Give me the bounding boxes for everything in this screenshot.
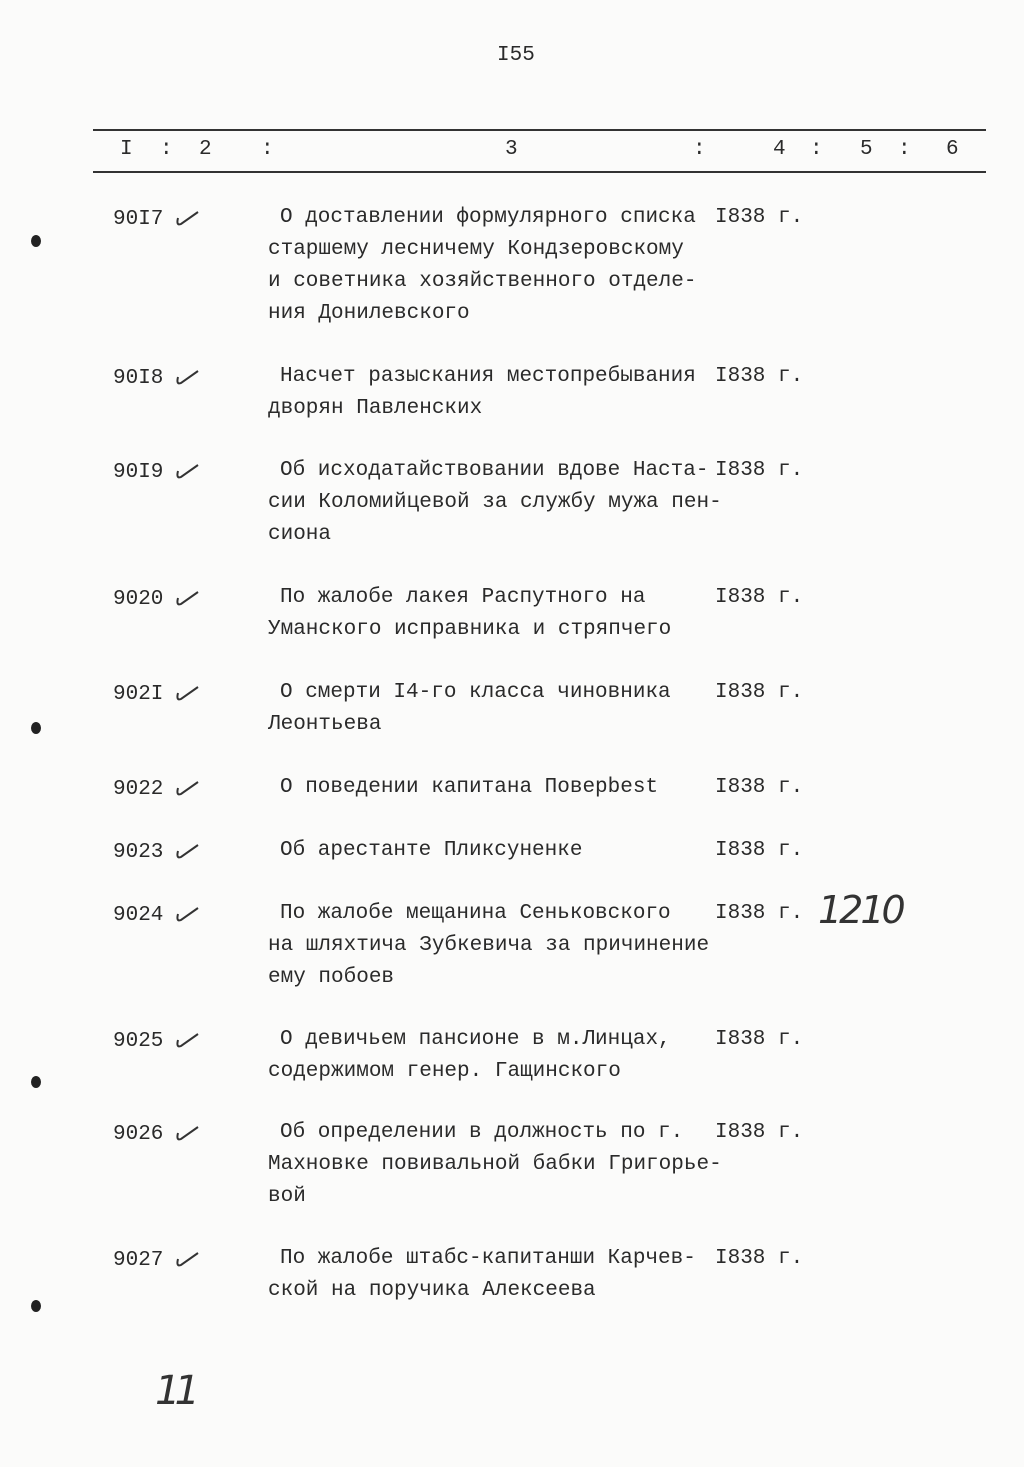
year: I838 г. xyxy=(715,902,804,925)
case-number: 90I8 xyxy=(113,367,164,390)
description-line: По жалобе штабс-капитанши Карчев- xyxy=(280,1247,696,1270)
checkmark-icon xyxy=(170,837,204,867)
page-number: I55 xyxy=(497,44,535,67)
description-line: Уманского исправника и стряпчего xyxy=(268,618,672,641)
col-6-header: 6 xyxy=(946,138,959,161)
col-4-header: 4 xyxy=(773,138,786,161)
checkmark-icon xyxy=(170,204,204,234)
description-line: Насчет разыскания местопребывания xyxy=(280,365,696,388)
case-number: 902I xyxy=(113,683,164,706)
year: I838 г. xyxy=(715,839,804,862)
description-line: ской на поручика Алексеева xyxy=(268,1279,596,1302)
year: I838 г. xyxy=(715,681,804,704)
description-line: старшему лесничему Кондзеровскому xyxy=(268,238,684,261)
description-line: вой xyxy=(268,1185,306,1208)
checkmark-icon xyxy=(170,457,204,487)
year: I838 г. xyxy=(715,206,804,229)
description-line: О смерти I4-го класса чиновника xyxy=(280,681,671,704)
header-top-rule xyxy=(93,129,986,131)
year: I838 г. xyxy=(715,459,804,482)
punch-hole xyxy=(31,722,41,734)
description-line: и советника хозяйственного отделе- xyxy=(268,270,697,293)
checkmark-icon xyxy=(170,1026,204,1056)
description-line: О девичьем пансионе в м.Линцах, xyxy=(280,1028,671,1051)
year: I838 г. xyxy=(715,586,804,609)
case-number: 9024 xyxy=(113,904,164,927)
description-line: сии Коломийцевой за службу мужа пен- xyxy=(268,491,722,514)
separator: : xyxy=(160,138,173,161)
case-number: 9020 xyxy=(113,588,164,611)
col-5-header: 5 xyxy=(860,138,873,161)
description-line: О поведении капитана Поверbest xyxy=(280,776,659,799)
description-line: По жалобе мещанина Сеньковского xyxy=(280,902,671,925)
description-line: на шляхтича Зубкевича за причинение xyxy=(268,934,710,957)
description-line: ему побоев xyxy=(268,966,395,989)
separator: : xyxy=(898,138,911,161)
description-line: сиона xyxy=(268,523,332,546)
handwritten-sheet-count: 1210 xyxy=(818,888,903,932)
case-number: 9023 xyxy=(113,841,164,864)
header-bottom-rule xyxy=(93,171,986,173)
description-line: О доставлении формулярного списка xyxy=(280,206,696,229)
checkmark-icon xyxy=(170,363,204,393)
handwritten-page-mark: 11 xyxy=(155,1368,194,1414)
checkmark-icon xyxy=(170,1119,204,1149)
case-number: 9027 xyxy=(113,1249,164,1272)
checkmark-icon xyxy=(170,774,204,804)
description-line: содержимом генер. Гащинского xyxy=(268,1060,621,1083)
description-line: Об арестанте Пликсуненке xyxy=(280,839,583,862)
separator: : xyxy=(693,138,706,161)
case-number: 90I9 xyxy=(113,461,164,484)
punch-hole xyxy=(31,1076,41,1088)
year: I838 г. xyxy=(715,1028,804,1051)
col-3-header: 3 xyxy=(505,138,518,161)
checkmark-icon xyxy=(170,1245,204,1275)
description-line: ния Донилевского xyxy=(268,302,470,325)
separator: : xyxy=(261,138,274,161)
checkmark-icon xyxy=(170,900,204,930)
punch-hole xyxy=(31,1300,41,1312)
punch-hole xyxy=(31,235,41,247)
col-2-header: 2 xyxy=(199,138,212,161)
checkmark-icon xyxy=(170,679,204,709)
col-1-header: I xyxy=(120,138,133,161)
description-line: По жалобе лакея Распутного на xyxy=(280,586,646,609)
description-line: Об определении в должность по г. xyxy=(280,1121,684,1144)
separator: : xyxy=(810,138,823,161)
year: I838 г. xyxy=(715,365,804,388)
case-number: 9022 xyxy=(113,778,164,801)
year: I838 г. xyxy=(715,1121,804,1144)
case-number: 9026 xyxy=(113,1123,164,1146)
description-line: Леонтьева xyxy=(268,713,382,736)
description-line: дворян Павленских xyxy=(268,397,483,420)
checkmark-icon xyxy=(170,584,204,614)
description-line: Об исходатайствовании вдове Наста- xyxy=(280,459,709,482)
year: I838 г. xyxy=(715,1247,804,1270)
case-number: 9025 xyxy=(113,1030,164,1053)
year: I838 г. xyxy=(715,776,804,799)
case-number: 90I7 xyxy=(113,208,164,231)
description-line: Махновке повивальной бабки Григорье- xyxy=(268,1153,722,1176)
